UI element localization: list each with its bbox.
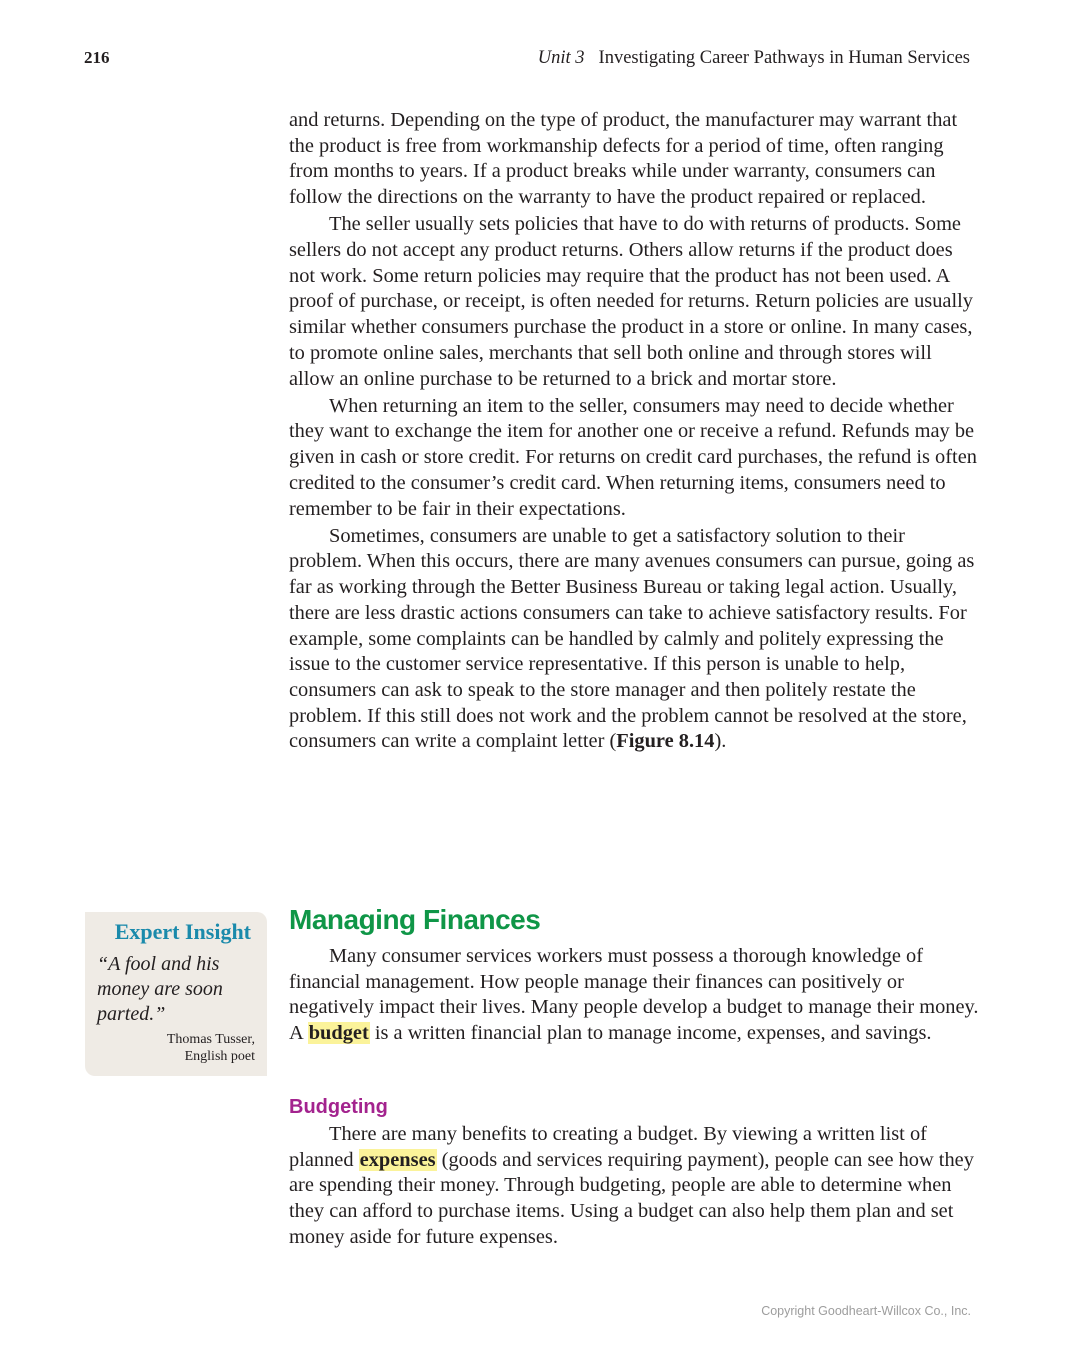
page-number: 216 <box>84 48 110 67</box>
key-term-budget[interactable]: budget <box>308 1022 369 1045</box>
paragraph-text: is a written financial plan to manage income, expenses, and savings. <box>369 1022 932 1045</box>
expert-insight-title: Expert Insight <box>114 919 251 944</box>
paragraph-text: Sometimes, consumers are unable to get a satisfactory solution to their problem. When this occurs, there are many avenues consumers can pursue, going as far as working through the Better Business Bureau or taking legal action. Usually, there are less drastic actions consumers can take to achieve satisfactory results. For example, some complaints can be handled by calmly and politely expressing the issue to the customer service representative. If this person is unable to help, consumers can ask to speak to the store manager and then politely restate the problem. If this still does not work and the problem cannot be resolved at the store, consumers can write a complaint letter ( <box>289 524 975 753</box>
paragraph-refunds: When returning an item to the seller, consumers may need to decide whether they want to exchange the item for another one or receive a refund. Refunds may be given in cash or store credit. For returns on credit card purchases, the refund is often credited to the consumer’s credit card. When returning items, consumers need to remember to be fair in their expectations. <box>289 394 977 520</box>
paragraph-text: (goods and services requiring payment), people can see how they are spending their money. Through budgeting, people are able to determine when they can afford to purchase items. Using a budget can also help them plan and set money aside for future expenses. <box>289 1148 974 1248</box>
paragraph-complaints <box>289 524 979 755</box>
key-term-expenses[interactable]: expenses <box>359 1148 436 1171</box>
paragraph-budget-benefits <box>289 1122 979 1251</box>
expert-insight-quote: “A fool and his money are soon parted.” <box>97 953 223 1025</box>
budgeting-text <box>289 1122 979 1251</box>
paragraph-text: Many consumer services workers must possess a thorough knowledge of financial management. How people manage their finances can positively or negatively impact their lives. Many people develop a budget to manage their money. A <box>289 945 979 1045</box>
unit-title: Investigating Career Pathways in Human Services <box>598 48 970 68</box>
running-head <box>538 48 970 69</box>
paragraph-financial-management <box>289 944 979 1047</box>
paragraph-text: There are many benefits to creating a budget. By viewing a written list of planned <box>289 1123 927 1171</box>
body-text <box>289 108 979 755</box>
paragraph-return-policies: The seller usually sets policies that have to do with returns of products. Some sellers do not accept any product returns. Others allow returns if the product does not work. Some return policies may require that the product has not been used. A proof of purchase, or receipt, is often needed for returns. Return policies are usually similar whether consumers purchase the product in a store or online. In many cases, to promote online sales, merchants that sell both online and through stores will allow an online purchase to be returned to a brick and mortar store. <box>289 213 973 390</box>
expert-insight-attribution <box>97 1031 255 1065</box>
copyright-notice: Copyright Goodheart-Willcox Co., Inc. <box>761 1304 971 1318</box>
section-heading-managing-finances: Managing Finances <box>289 904 541 935</box>
subsection-heading-budgeting: Budgeting <box>289 1096 388 1118</box>
paragraph-text: ). <box>714 730 727 753</box>
quote-author: Thomas Tusser, <box>166 1032 255 1047</box>
expert-insight-box <box>85 912 267 1076</box>
page-header <box>84 48 970 72</box>
figure-reference[interactable]: Figure 8.14 <box>616 730 715 753</box>
paragraph-warranty: and returns. Depending on the type of product, the manufacturer may warrant that the product is free from workmanship defects for a period of time, often ranging from months to years. If a product breaks while under warranty, consumers can follow the directions on the warranty to have the product repaired or replaced. <box>289 109 958 209</box>
unit-label: Unit 3 <box>537 48 585 68</box>
quote-author-description: English poet <box>184 1049 255 1064</box>
managing-finances-text <box>289 944 979 1047</box>
